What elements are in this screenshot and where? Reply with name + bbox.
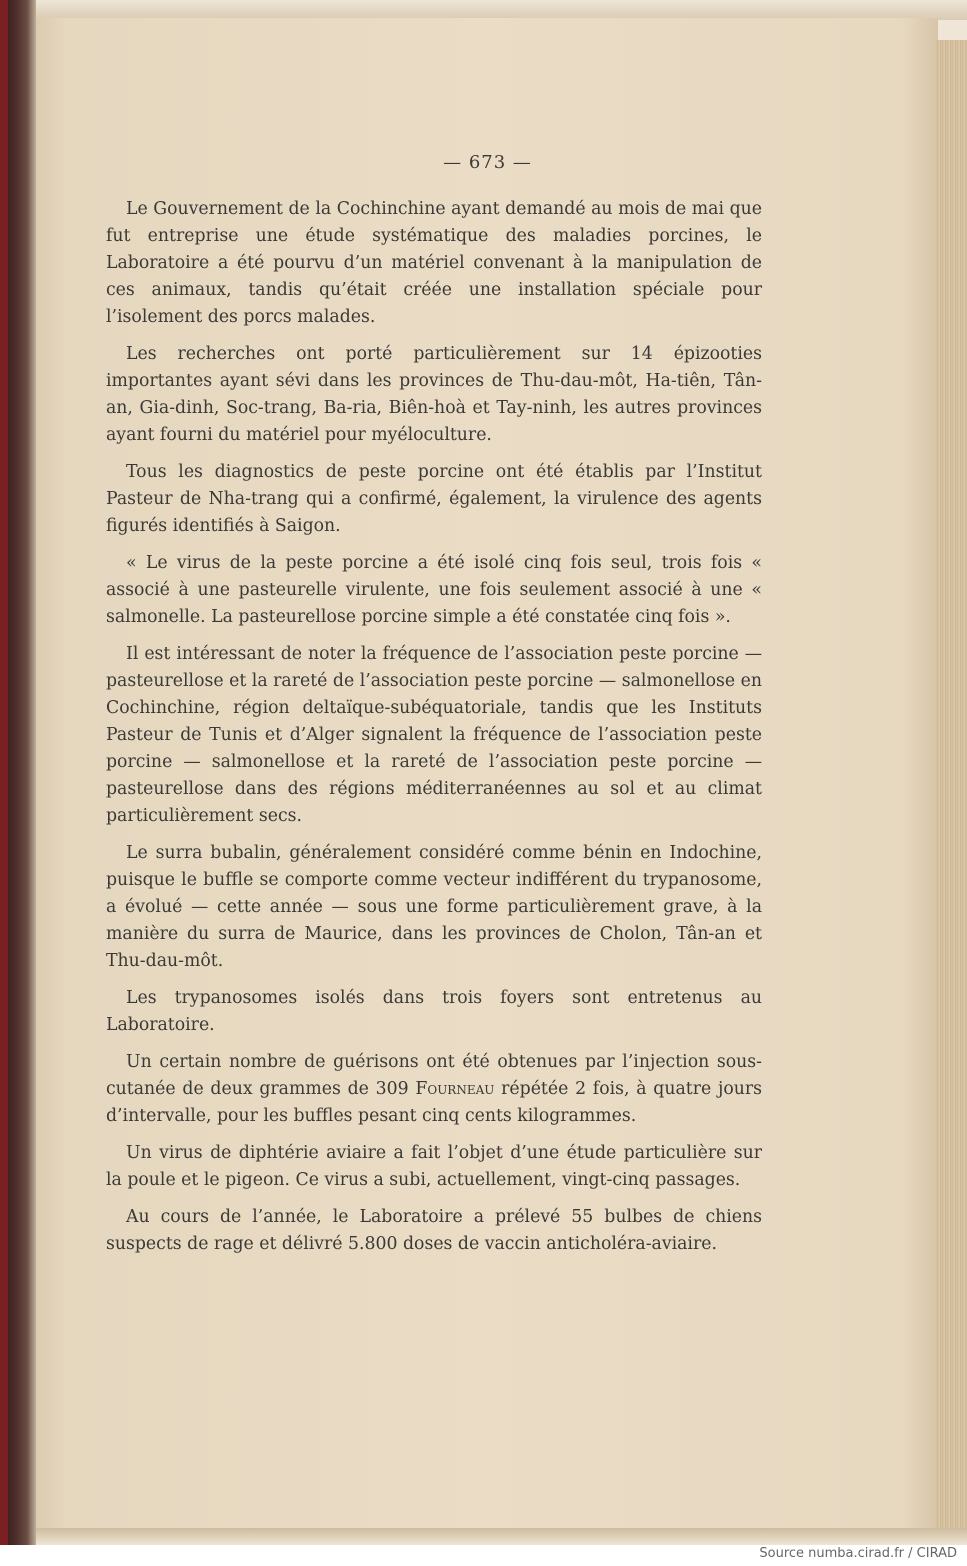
book-top-edge: [36, 0, 967, 20]
paragraph-8-before: Un certain nombre de guérisons ont été obtenues par l’injection sous-cutanée de deux grammes de 309: [106, 1052, 762, 1099]
paragraph-7: Les trypanosomes isolés dans trois foyers sont entretenus au Laboratoire.: [106, 988, 762, 1035]
paragraph-2: Les recherches ont porté particulièrement sur 14 épizooties importantes ayant sévi dans les provinces de Thu-dau-môt, Ha-tiên, Tân-an, Gia-dinh, Soc-trang, Ba-ria, Biên-hoà et Tay-ninh, les autres provinces ayant fourni du matériel pour myéloculture.: [106, 344, 762, 445]
source-credit: Source numba.cirad.fr / CIRAD: [759, 1546, 957, 1561]
binding-red-strip: [0, 0, 8, 1545]
paragraph-8: [106, 1049, 762, 1130]
paragraph-4-quote: « Le virus de la peste porcine a été isolé cinq fois seul, trois fois « associé à une pasteurelle virulente, une fois seulement associé à une « salmonelle. La pasteurellose porcine simple a été constatée cinq fois ».: [106, 553, 762, 627]
paragraph-8-after: répétée 2 fois, à quatre jours d’intervalle, pour les buffles pesant cinq cents kilogrammes.: [106, 1079, 762, 1126]
paragraph-3: Tous les diagnostics de peste porcine ont été établis par l’Institut Pasteur de Nha-trang qui a confirmé, également, la virulence des agents figurés identifiés à Saigon.: [106, 462, 762, 536]
fourneau-name: Fourneau: [415, 1079, 495, 1099]
paragraph-1: Le Gouvernement de la Cochinchine ayant demandé au mois de mai que fut entreprise une étude systématique des maladies porcines, le Laboratoire a été pourvu d’un matériel convenant à la manipulation de ces animaux, tandis qu’était créée une installation spéciale pour l’isolement des porcs malades.: [106, 199, 762, 327]
paragraph-5: Il est intéressant de noter la fréquence de l’association peste porcine — pasteurellose et la rareté de l’association peste porcine — salmonellose en Cochinchine, région deltaïque-subéquatoriale, tandis que les Instituts Pasteur de Tunis et d’Alger signalent la fréquence de l’association peste porcine — salmonellose et la rareté de l’association peste porcine — pasteurellose dans des régions méditerranéennes au sol et au climat particulièrement secs.: [106, 644, 762, 826]
page-edges: [936, 40, 967, 1530]
page-bottom-shadow: [30, 1528, 967, 1545]
page-number: — 673 —: [443, 152, 532, 173]
paragraph-10: Au cours de l’année, le Laboratoire a prélevé 55 bulbes de chiens suspects de rage et délivré 5.800 doses de vaccin anticholéra-aviaire.: [106, 1207, 762, 1254]
paragraph-6: Le surra bubalin, généralement considéré comme bénin en Indochine, puisque le buffle se comporte comme vecteur indifférent du trypanosome, a évolué — cette année — sous une forme particulièrement grave, à la manière du surra de Maurice, dans les provinces de Cholon, Tân-an et Thu-dau-môt.: [106, 843, 762, 971]
paragraph-9: Un virus de diphtérie aviaire a fait l’objet d’une étude particulière sur la poule et le pigeon. Ce virus a subi, actuellement, vingt-cinq passages.: [106, 1143, 762, 1190]
body-text: [106, 196, 762, 1268]
